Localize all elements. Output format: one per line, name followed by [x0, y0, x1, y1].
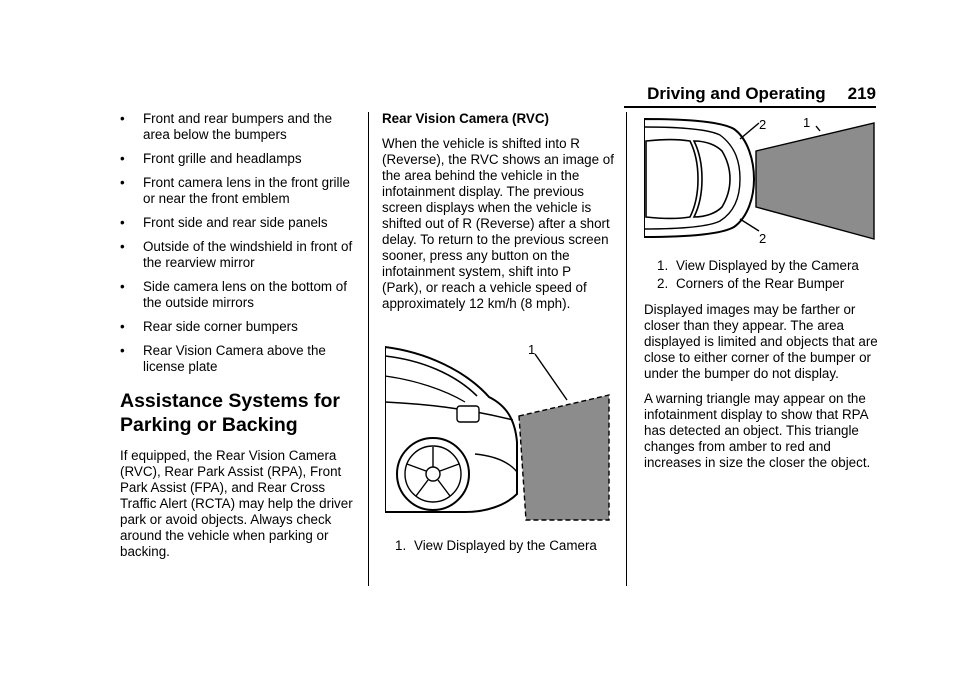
rvc-paragraph: When the vehicle is shifted into R (Reverse), the RVC shows an image of the area behind the vehicle in the infotainment display. The previous screen displays when the vehicle is shifted out of R (Reverse) after a short delay. To return to the previous screen sooner, press any button on the infotainment system, shift into P (Park), or reach a vehicle speed of approximately 12 km/h (8 mph). — [382, 136, 614, 311]
bullet-glyph: • — [120, 215, 125, 230]
rvc-subheading: Rear Vision Camera (RVC) — [382, 111, 549, 126]
figure-callout-1: 1 — [528, 342, 536, 357]
bullet-glyph: • — [120, 239, 125, 254]
display-limits-paragraph: Displayed images may be farther or closer than they appear. The area displayed is limited and objects that are close to either corner of the bumper or under the bumper do not display. — [644, 302, 878, 381]
rear-car-camera-figure — [385, 342, 612, 522]
list-item: • Rear Vision Camera above the license plate — [120, 343, 326, 374]
section-title: Driving and Operating — [647, 84, 826, 103]
list-item: • Side camera lens on the bottom of the outside mirrors — [120, 279, 347, 310]
bullet-glyph: • — [120, 319, 125, 334]
column-1 — [120, 111, 360, 569]
figure-callout-corner-top: 2 — [759, 117, 767, 132]
bullet-glyph: • — [120, 343, 125, 358]
top-view-figure-caption — [644, 258, 878, 292]
list-item: • Front and rear bumpers and the area below the bumpers — [120, 111, 333, 142]
column-divider-1 — [368, 112, 369, 586]
page-header — [636, 82, 876, 106]
bullet-glyph: • — [120, 279, 125, 294]
bullet-glyph: • — [120, 151, 125, 166]
top-view-camera-figure — [644, 113, 878, 245]
header-rule — [624, 106, 876, 108]
figure-callout-view: 1 — [803, 115, 811, 130]
checklist-bullets — [120, 111, 360, 375]
caption-item: 2. Corners of the Rear Bumper — [657, 276, 845, 291]
rvc-figure-caption — [382, 538, 614, 556]
column-divider-2 — [626, 112, 627, 586]
list-item: • Front grille and headlamps — [120, 151, 302, 166]
page-number: 219 — [847, 84, 876, 103]
list-item: • Front side and rear side panels — [120, 215, 328, 230]
section-heading: Assistance Systems for Parking or Backing — [120, 390, 341, 436]
warning-triangle-paragraph: A warning triangle may appear on the infotainment display to show that RPA has detected an object. This triangle changes from amber to red and increases in size the closer the object. — [644, 391, 871, 470]
list-item: • Front camera lens in the front grille or near the front emblem — [120, 175, 350, 206]
caption-item: 1. View Displayed by the Camera — [395, 538, 597, 553]
caption-item: 1. View Displayed by the Camera — [657, 258, 859, 273]
bullet-glyph: • — [120, 175, 125, 190]
figure-callout-corner-bottom: 2 — [759, 231, 767, 245]
column-2 — [382, 111, 614, 321]
list-item: • Outside of the windshield in front of the rearview mirror — [120, 239, 353, 270]
intro-paragraph: If equipped, the Rear Vision Camera (RVC), Rear Park Assist (RPA), Front Park Assist (FPA), and Rear Cross Traffic Alert (RCTA) may help the driver park or avoid objects. Always check around the vehicle when parking or backing. — [120, 448, 353, 559]
column-3 — [644, 258, 878, 480]
list-item: • Rear side corner bumpers — [120, 319, 298, 334]
bullet-glyph: • — [120, 111, 125, 126]
